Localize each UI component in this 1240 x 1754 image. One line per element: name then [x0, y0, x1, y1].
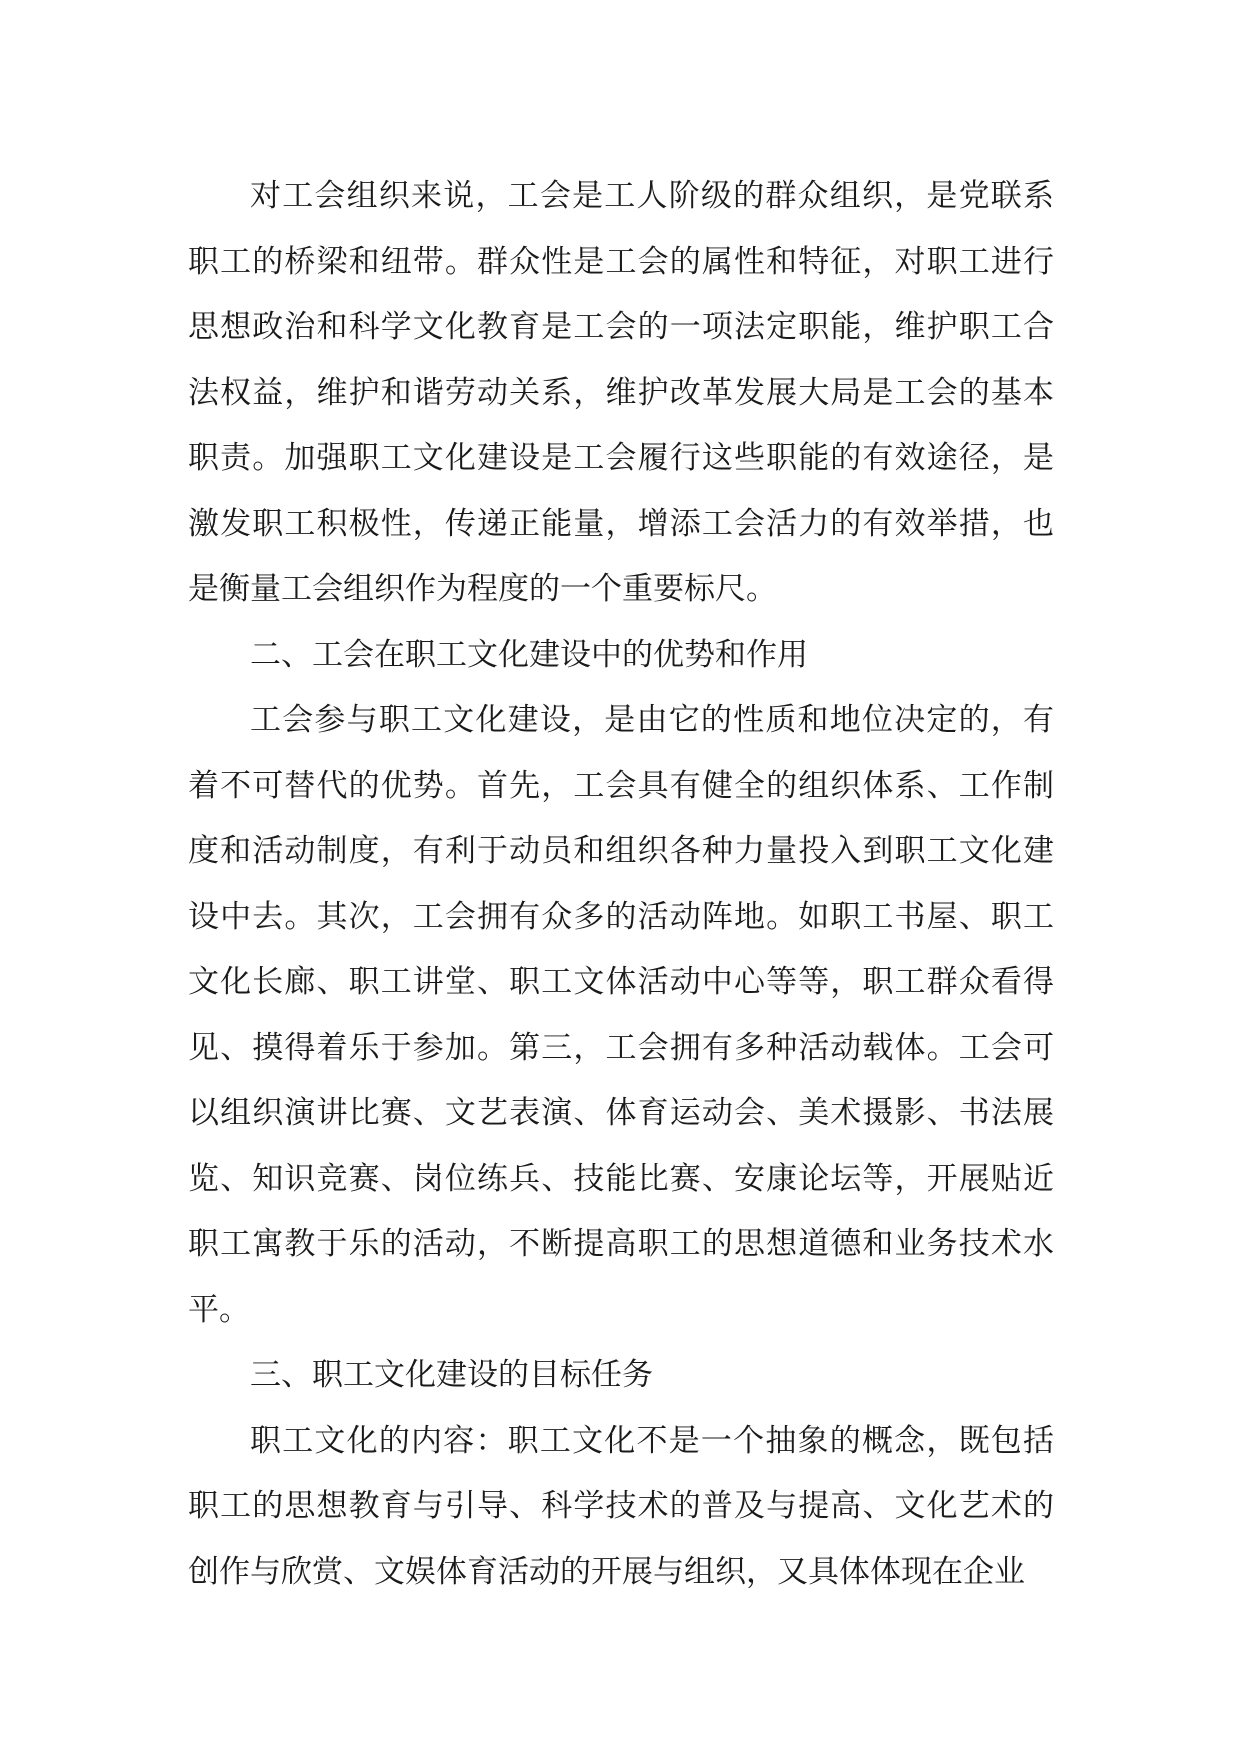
- document-body: [188, 164, 1054, 1605]
- paragraph-goals: 职工文化的内容：职工文化不是一个抽象的概念，既包括职工的思想教育与引导、科学技术的普及与提高、文化艺术的创作与欣赏、文娱体育活动的开展与组织，又具体体现在企业: [188, 1422, 1054, 1590]
- paragraph-advantages: 工会参与职工文化建设，是由它的性质和地位决定的，有着不可替代的优势。首先，工会具有健全的组织体系、工作制度和活动制度，有利于动员和组织各种力量投入到职工文化建设中去。其次，工会拥有众多的活动阵地。如职工书屋、职工文化长廊、职工讲堂、职工文体活动中心等等，职工群众看得见、摸得着乐于参加。第三，工会拥有多种活动载体。工会可以组织演讲比赛、文艺表演、体育运动会、美术摄影、书法展览、知识竞赛、岗位练兵、技能比赛、安康论坛等，开展贴近职工寓教于乐的活动，不断提高职工的思想道德和业务技术水平。: [188, 702, 1054, 1328]
- section-heading-advantages: 二、工会在职工文化建设中的优势和作用: [250, 636, 808, 673]
- section-heading-goals: 三、职工文化建设的目标任务: [250, 1357, 653, 1393]
- paragraph-union-role: 对工会组织来说，工会是工人阶级的群众组织，是党联系职工的桥梁和纽带。群众性是工会的属性和特征，对职工进行思想政治和科学文化教育是工会的一项法定职能，维护职工合法权益，维护和谐劳动关系，维护改革发展大局是工会的基本职责。加强职工文化建设是工会履行这些职能的有效途径，是激发职工积极性，传递正能量，增添工会活力的有效举措，也是衡量工会组织作为程度的一个重要标尺。: [188, 178, 1054, 607]
